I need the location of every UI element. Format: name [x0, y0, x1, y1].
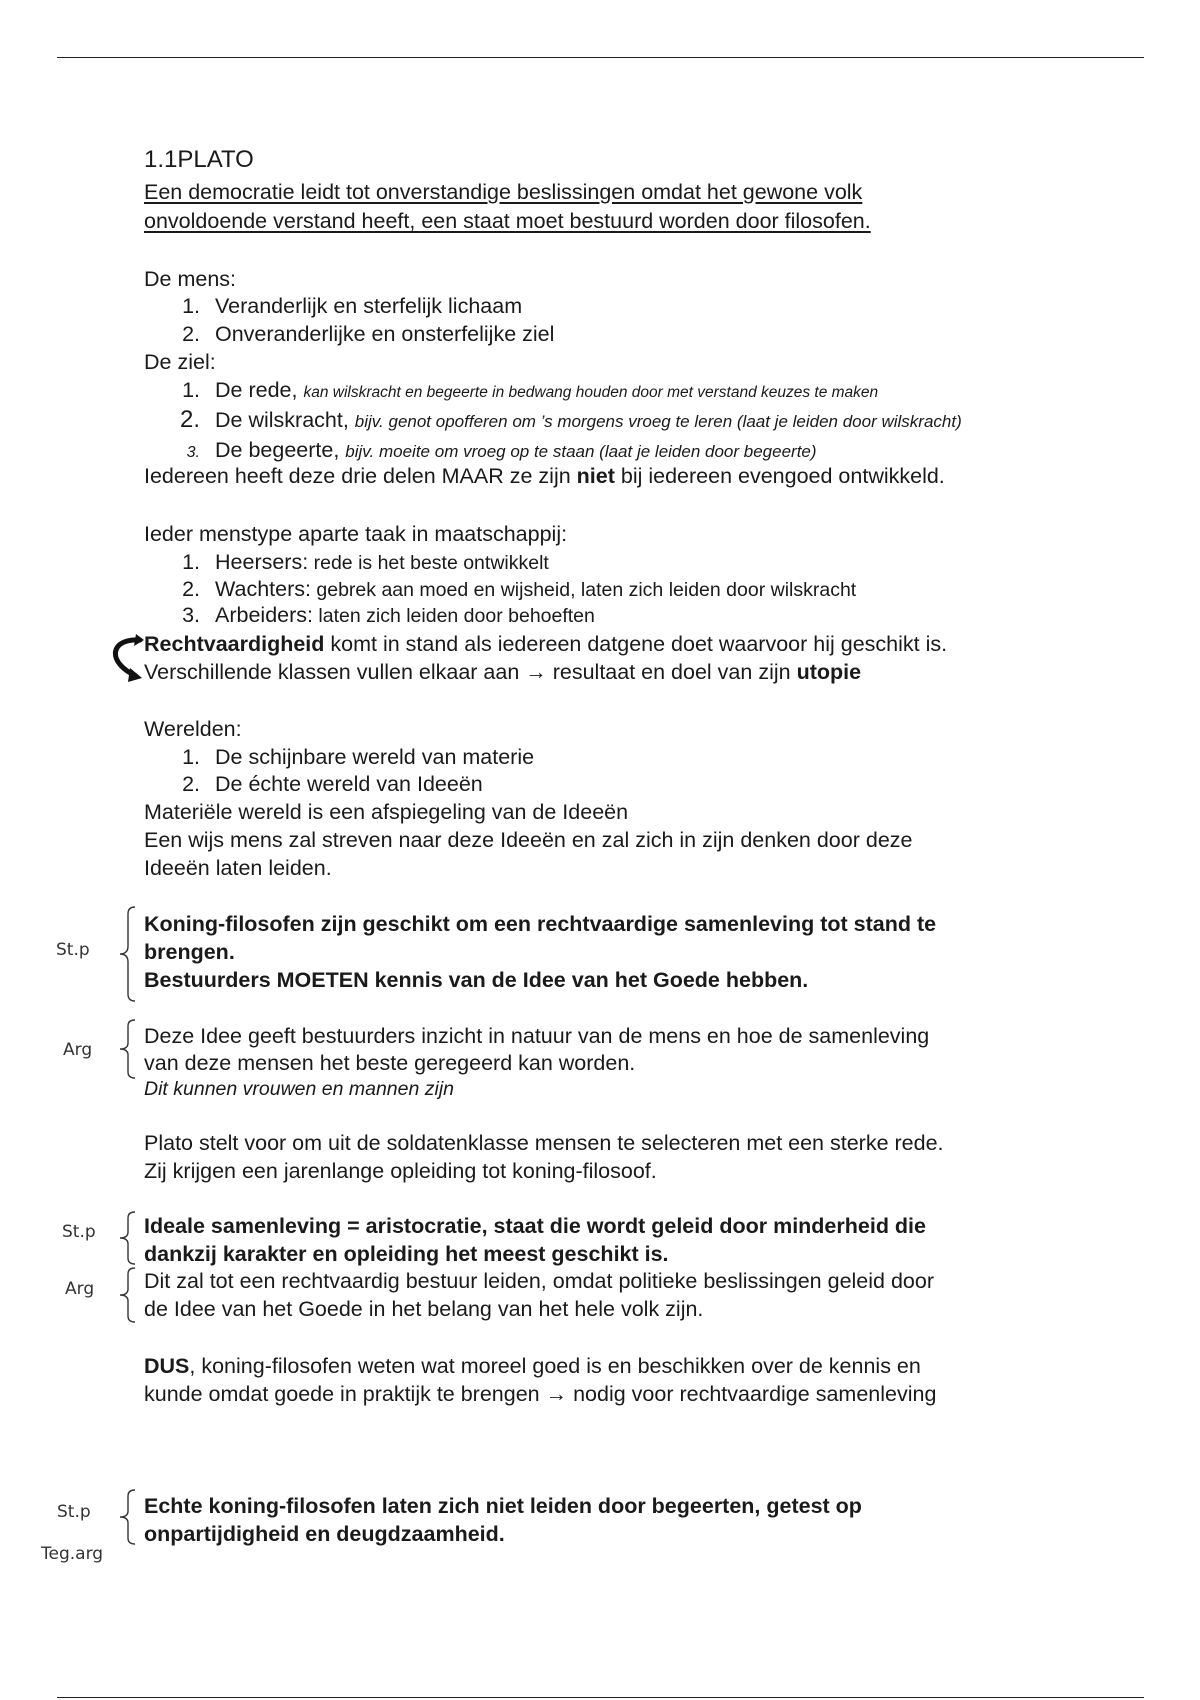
list-label: De begeerte, [215, 438, 340, 462]
list-number: 2. [182, 322, 200, 346]
list-note: bijv. genot opofferen om ’s morgens vroeg te leren (laat je leiden door wilskracht) [354, 412, 962, 431]
margin-label-arg: Arg [63, 1040, 93, 1060]
list-item [166, 292, 522, 320]
ziel-summary [144, 462, 945, 490]
brace-icon [115, 1266, 139, 1324]
list-item [166, 601, 595, 630]
list-label: Wachters: [215, 577, 311, 601]
margin-label-arg: Arg [65, 1279, 95, 1299]
plato-line: Plato stelt voor om uit de soldatenklasse mensen te selecteren met een sterke rede. [144, 1131, 944, 1155]
list-label: De wilskracht, [215, 408, 349, 432]
list-item [166, 575, 856, 604]
margin-label-stp: St.p [62, 1222, 96, 1242]
werelden-heading: Werelden: [144, 717, 242, 741]
list-number: 2. [179, 406, 200, 433]
dus-bold: DUS [144, 1354, 190, 1378]
list-item [166, 770, 483, 798]
list-desc: laten zich leiden door behoeften [313, 605, 595, 627]
list-label: Heersers: [215, 550, 309, 574]
summary-text: bij iedereen evengoed ontwikkeld. [614, 464, 945, 488]
werelden-line: Ideeën laten leiden. [144, 856, 332, 880]
list-text: De schijnbare wereld van materie [215, 745, 535, 769]
arg-line: van deze mensen het beste geregeerd kan worden. [144, 1051, 636, 1075]
list-item [166, 376, 878, 407]
list-number: 2. [182, 772, 200, 796]
margin-label-stp: St.p [57, 1502, 91, 1522]
plato-line: Zij krijgen een jarenlange opleiding tot koning-filosoof. [144, 1159, 657, 1183]
margin-label-tegarg: Teg.arg [41, 1544, 104, 1564]
stp-line: dankzij karakter en opleiding het meest geschikt is. [144, 1242, 669, 1266]
stp-line: brengen. [144, 940, 235, 964]
margin-label-stp: St.p [56, 940, 90, 960]
stp-line: Echte koning-filosofen laten zich niet leiden door begeerten, getest op [144, 1494, 862, 1518]
list-number: 2. [182, 577, 200, 601]
ziel-heading: De ziel: [144, 350, 216, 374]
justice-line [144, 630, 947, 658]
dus-line-2: kunde omdat goede in praktijk te brengen → nodig voor rechtvaardige samenleving [144, 1382, 937, 1406]
classes-line [144, 658, 861, 686]
list-number: 3. [182, 603, 200, 627]
arg-line: Deze Idee geeft bestuurders inzicht in natuur van de mens en hoe de samenleving [144, 1024, 930, 1048]
list-number: 1. [182, 378, 200, 402]
bottom-rule [57, 1697, 1144, 1698]
list-text: Veranderlijk en sterfelijk lichaam [215, 294, 523, 318]
classes-text: Verschillende klassen vullen elkaar aan → resultaat en doel van zijn [144, 660, 797, 684]
list-item [166, 406, 962, 436]
list-item [166, 743, 534, 771]
list-number: 1. [182, 745, 200, 769]
list-note: bijv. moeite om vroeg op te staan (laat je leiden door begeerte) [345, 442, 817, 461]
stp-line: Ideale samenleving = aristocratie, staat die wordt geleid door minderheid die [144, 1214, 926, 1238]
arg-line: Dit zal tot een rechtvaardig bestuur leiden, omdat politieke beslissingen geleid door [144, 1269, 934, 1293]
summary-text: Iedereen heeft deze drie delen MAAR ze zijn [144, 464, 577, 488]
justice-text: komt in stand als iedereen datgene doet waarvoor hij geschikt is. [324, 632, 948, 656]
thesis-line-2: onvoldoende verstand heeft, een staat moet bestuurd worden door filosofen. [144, 209, 871, 233]
curved-arrow-icon [100, 632, 146, 686]
brace-icon [115, 1210, 139, 1266]
top-rule [57, 57, 1144, 58]
brace-icon [115, 905, 139, 1003]
page-title: 1.1PLATO [144, 146, 254, 173]
justice-bold: Rechtvaardigheid [144, 632, 325, 656]
list-item [166, 320, 554, 348]
list-number: 1. [182, 294, 200, 318]
classes-bold: utopie [796, 660, 862, 684]
dus-line [144, 1352, 921, 1380]
arg-line: de Idee van het Goede in het belang van het hele volk zijn. [144, 1297, 704, 1321]
list-text: De échte wereld van Ideeën [215, 772, 483, 796]
dus-text: , koning-filosofen weten wat moreel goed is en beschikken over de kennis en [189, 1354, 921, 1378]
list-desc: gebrek aan moed en wijsheid, laten zich leiden door wilskracht [310, 579, 857, 601]
italic-note: Dit kunnen vrouwen en mannen zijn [144, 1078, 455, 1100]
list-note: kan wilskracht en begeerte in bedwang houden door met verstand keuzes te maken [303, 384, 879, 401]
brace-icon [115, 1018, 139, 1080]
list-number: 3. [186, 444, 200, 461]
brace-icon [115, 1488, 139, 1546]
types-heading: Ieder menstype aparte taak in maatschappij: [144, 522, 568, 546]
thesis-line-1: Een democratie leidt tot onverstandige beslissingen omdat het gewone volk [144, 180, 863, 204]
list-item [166, 548, 549, 577]
list-text: Onveranderlijke en onsterfelijke ziel [215, 322, 555, 346]
summary-bold: niet [576, 464, 615, 488]
list-number: 1. [182, 550, 200, 574]
list-label: Arbeiders: [215, 603, 313, 627]
stp-line: onpartijdigheid en deugdzaamheid. [144, 1522, 505, 1546]
list-label: De rede, [215, 378, 298, 402]
werelden-line: Materiële wereld is een afspiegeling van de Ideeën [144, 800, 629, 824]
stp-line: Bestuurders MOETEN kennis van de Idee van het Goede hebben. [144, 968, 809, 992]
mens-heading: De mens: [144, 267, 237, 291]
stp-line: Koning-filosofen zijn geschikt om een rechtvaardige samenleving tot stand te [144, 912, 937, 936]
werelden-line: Een wijs mens zal streven naar deze Ideeën en zal zich in zijn denken door deze [144, 828, 913, 852]
list-desc: rede is het beste ontwikkelt [308, 552, 549, 574]
